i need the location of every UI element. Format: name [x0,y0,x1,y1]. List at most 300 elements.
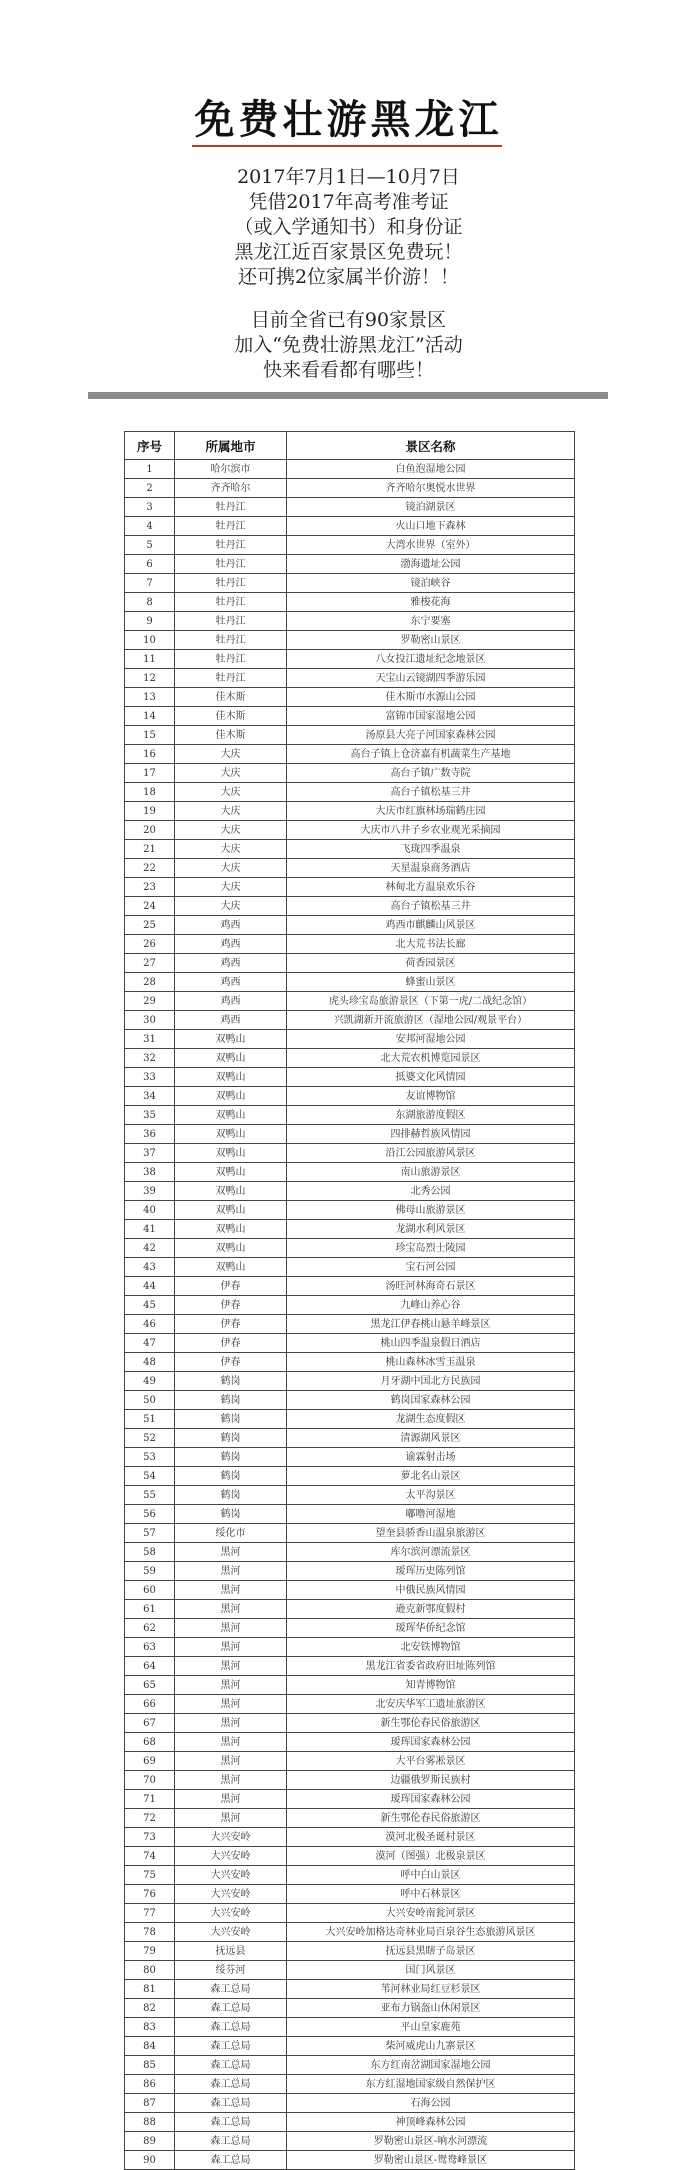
table-row [125,1106,575,1125]
cell-city: 双鸭山 [175,1163,287,1182]
cell-index: 30 [125,1011,175,1030]
table-row [125,1638,575,1657]
table-row [125,1524,575,1543]
cell-city: 牡丹江 [175,536,287,555]
cell-index: 60 [125,1581,175,1600]
cell-spot-name: 苇河林业局红豆杉景区 [287,1980,575,1999]
cell-spot-name: 佳木斯市水源山公园 [287,688,575,707]
table-row [125,1942,575,1961]
cell-index: 3 [125,498,175,517]
cell-index: 20 [125,821,175,840]
cell-city: 抚远县 [175,1942,287,1961]
cell-index: 6 [125,555,175,574]
cell-spot-name: 沿江公园旅游风景区 [287,1144,575,1163]
cell-city: 齐齐哈尔 [175,479,287,498]
cell-city: 双鸭山 [175,1182,287,1201]
cell-spot-name: 柴河威虎山九寨景区 [287,2037,575,2056]
cell-spot-name: 荷香园景区 [287,954,575,973]
cell-spot-name: 中俄民族风情园 [287,1581,575,1600]
cell-index: 22 [125,859,175,878]
cell-index: 32 [125,1049,175,1068]
cell-spot-name: 北安庆华军工遗址旅游区 [287,1695,575,1714]
cell-index: 39 [125,1182,175,1201]
intro-paragraph-count [0,308,697,383]
cell-city: 大兴安岭 [175,1866,287,1885]
cell-spot-name: 北秀公园 [287,1182,575,1201]
cell-spot-name: 北大荒书法长廊 [287,935,575,954]
cell-spot-name: 龙湖生态度假区 [287,1410,575,1429]
cell-spot-name: 东宁要塞 [287,612,575,631]
table-row [125,1695,575,1714]
cell-city: 黑河 [175,1714,287,1733]
table-row [125,1562,575,1581]
cell-city: 牡丹江 [175,631,287,650]
cell-spot-name: 大湾水世界（室外） [287,536,575,555]
cell-spot-name: 萝北名山景区 [287,1467,575,1486]
table-row [125,1334,575,1353]
table-row [125,1752,575,1771]
table-row [125,1448,575,1467]
cell-city: 黑河 [175,1619,287,1638]
cell-spot-name: 瑷珲历史陈列馆 [287,1562,575,1581]
cell-spot-name: 北安铁博物馆 [287,1638,575,1657]
cell-city: 佳木斯 [175,726,287,745]
table-row [125,916,575,935]
cell-spot-name: 库尔滨河漂流景区 [287,1543,575,1562]
cell-index: 80 [125,1961,175,1980]
table-row [125,2018,575,2037]
cell-spot-name: 镜泊湖景区 [287,498,575,517]
cell-spot-name: 蜂蜜山景区 [287,973,575,992]
cell-spot-name: 清源湖风景区 [287,1429,575,1448]
cell-index: 88 [125,2113,175,2132]
cell-index: 34 [125,1087,175,1106]
cell-index: 44 [125,1277,175,1296]
cell-city: 鹤岗 [175,1505,287,1524]
cell-city: 双鸭山 [175,1220,287,1239]
cell-city: 双鸭山 [175,1125,287,1144]
scenic-spot-table-wrapper [124,431,574,2170]
cell-spot-name: 汤原县大亮子河国家森林公园 [287,726,575,745]
table-row [125,1999,575,2018]
table-row [125,1277,575,1296]
cell-spot-name: 佛母山旅游景区 [287,1201,575,1220]
cell-spot-name: 抵婆文化风情园 [287,1068,575,1087]
cell-index: 36 [125,1125,175,1144]
cell-index: 35 [125,1106,175,1125]
cell-index: 64 [125,1657,175,1676]
intro-line: 加入“免费壮游黑龙江”活动 [234,334,463,356]
cell-spot-name: 汤旺河林海奇石景区 [287,1277,575,1296]
cell-spot-name: 飞珑四季温泉 [287,840,575,859]
cell-city: 伊春 [175,1296,287,1315]
cell-spot-name: 月牙湖中国北方民族园 [287,1372,575,1391]
cell-city: 大庆 [175,783,287,802]
cell-spot-name: 谕霖射击场 [287,1448,575,1467]
intro-line: （或入学通知书）和身份证 [234,216,463,238]
table-row [125,669,575,688]
cell-spot-name: 兴凯湖新开流旅游区（湿地公园/观景平台） [287,1011,575,1030]
cell-city: 牡丹江 [175,593,287,612]
cell-index: 65 [125,1676,175,1695]
table-row [125,688,575,707]
intro-text [0,165,697,383]
cell-index: 45 [125,1296,175,1315]
table-row [125,1011,575,1030]
title-underline [192,145,502,147]
cell-city: 伊春 [175,1353,287,1372]
cell-index: 82 [125,1999,175,2018]
cell-index: 71 [125,1790,175,1809]
table-row [125,1030,575,1049]
table-row [125,802,575,821]
cell-city: 大庆 [175,821,287,840]
cell-city: 双鸭山 [175,1030,287,1049]
table-row [125,954,575,973]
cell-index: 78 [125,1923,175,1942]
table-row [125,479,575,498]
cell-spot-name: 白鱼泡湿地公园 [287,460,575,479]
cell-index: 26 [125,935,175,954]
cell-city: 牡丹江 [175,650,287,669]
table-row [125,650,575,669]
cell-city: 双鸭山 [175,1201,287,1220]
cell-index: 19 [125,802,175,821]
cell-city: 牡丹江 [175,498,287,517]
paragraph-gap [0,290,697,308]
cell-city: 黑河 [175,1600,287,1619]
cell-city: 伊春 [175,1277,287,1296]
cell-city: 大庆 [175,840,287,859]
cell-city: 牡丹江 [175,612,287,631]
table-row [125,2056,575,2075]
cell-index: 76 [125,1885,175,1904]
header-spot-name: 景区名称 [287,432,575,460]
table-row [125,973,575,992]
table-row [125,1505,575,1524]
cell-index: 53 [125,1448,175,1467]
header-city: 所属地市 [175,432,287,460]
cell-city: 鸡西 [175,1011,287,1030]
table-row [125,1733,575,1752]
table-row [125,707,575,726]
cell-index: 81 [125,1980,175,1999]
cell-city: 森工总局 [175,2151,287,2170]
cell-spot-name: 安邦河湿地公园 [287,1030,575,1049]
table-row [125,1828,575,1847]
cell-spot-name: 抚远县黑瞎子岛景区 [287,1942,575,1961]
cell-index: 50 [125,1391,175,1410]
cell-index: 73 [125,1828,175,1847]
cell-index: 16 [125,745,175,764]
intro-line: 目前全省已有90家景区 [250,309,447,331]
table-row [125,631,575,650]
cell-city: 牡丹江 [175,555,287,574]
table-row [125,1049,575,1068]
cell-index: 74 [125,1847,175,1866]
cell-spot-name: 新生鄂伦春民俗旅游区 [287,1714,575,1733]
table-row [125,992,575,1011]
cell-spot-name: 高台子镇上仓济嘉有机蔬菜生产基地 [287,745,575,764]
cell-index: 5 [125,536,175,555]
cell-spot-name: 鹤岗国家森林公园 [287,1391,575,1410]
cell-spot-name: 新生鄂伦春民俗旅游区 [287,1809,575,1828]
cell-index: 7 [125,574,175,593]
intro-line: 黑龙江近百家景区免费玩！ [234,241,463,263]
cell-spot-name: 瑷珲华侨纪念馆 [287,1619,575,1638]
cell-index: 2 [125,479,175,498]
cell-city: 森工总局 [175,2037,287,2056]
cell-city: 双鸭山 [175,1049,287,1068]
table-row [125,1486,575,1505]
cell-city: 黑河 [175,1809,287,1828]
cell-index: 37 [125,1144,175,1163]
cell-city: 森工总局 [175,2113,287,2132]
cell-spot-name: 大庆市红旗林场瑞鹤庄园 [287,802,575,821]
table-row [125,1714,575,1733]
cell-spot-name: 镜泊峡谷 [287,574,575,593]
cell-spot-name: 罗勒密山景区 [287,631,575,650]
cell-city: 牡丹江 [175,517,287,536]
cell-index: 47 [125,1334,175,1353]
cell-index: 87 [125,2094,175,2113]
cell-city: 森工总局 [175,2094,287,2113]
cell-index: 48 [125,1353,175,1372]
cell-index: 25 [125,916,175,935]
table-row [125,2151,575,2170]
cell-spot-name: 友谊博物馆 [287,1087,575,1106]
cell-city: 双鸭山 [175,1087,287,1106]
cell-index: 15 [125,726,175,745]
cell-index: 28 [125,973,175,992]
cell-spot-name: 高台子镇松基三井 [287,783,575,802]
cell-city: 鹤岗 [175,1410,287,1429]
cell-spot-name: 罗勒密山景区-鸳鸯峰景区 [287,2151,575,2170]
cell-city: 大兴安岭 [175,1847,287,1866]
cell-index: 85 [125,2056,175,2075]
cell-city: 黑河 [175,1562,287,1581]
table-row [125,1429,575,1448]
cell-index: 68 [125,1733,175,1752]
cell-spot-name: 齐齐哈尔奥悦水世界 [287,479,575,498]
cell-city: 黑河 [175,1638,287,1657]
table-row [125,897,575,916]
cell-index: 66 [125,1695,175,1714]
cell-index: 83 [125,2018,175,2037]
cell-city: 鹤岗 [175,1429,287,1448]
table-header-row [125,432,575,460]
table-row [125,1600,575,1619]
cell-index: 4 [125,517,175,536]
cell-city: 森工总局 [175,2132,287,2151]
table-row [125,1144,575,1163]
cell-city: 鹤岗 [175,1486,287,1505]
table-row [125,1087,575,1106]
table-row [125,612,575,631]
intro-paragraph-dates [0,165,697,290]
intro-line: 凭借2017年高考准考证 [248,191,449,213]
cell-index: 75 [125,1866,175,1885]
cell-spot-name: 漠河（图强）北极泉景区 [287,1847,575,1866]
cell-index: 72 [125,1809,175,1828]
cell-city: 大庆 [175,764,287,783]
table-row [125,745,575,764]
cell-index: 29 [125,992,175,1011]
cell-city: 黑河 [175,1581,287,1600]
cell-spot-name: 黑龙江伊春桃山悬羊峰景区 [287,1315,575,1334]
cell-spot-name: 大平台雾凇景区 [287,1752,575,1771]
table-row [125,935,575,954]
cell-index: 40 [125,1201,175,1220]
cell-city: 黑河 [175,1733,287,1752]
cell-spot-name: 桃山四季温泉假日酒店 [287,1334,575,1353]
table-row [125,1315,575,1334]
cell-spot-name: 呼中石林景区 [287,1885,575,1904]
intro-line: 2017年7月1日—10月7日 [237,166,460,188]
cell-city: 鸡西 [175,973,287,992]
table-row [125,1182,575,1201]
cell-index: 1 [125,460,175,479]
cell-city: 鸡西 [175,992,287,1011]
table-body [125,460,575,2170]
cell-city: 黑河 [175,1657,287,1676]
cell-city: 森工总局 [175,2056,287,2075]
cell-city: 伊春 [175,1315,287,1334]
cell-spot-name: 高台子镇广数寺院 [287,764,575,783]
cell-spot-name: 火山口地下森林 [287,517,575,536]
cell-spot-name: 虎头珍宝岛旅游景区（下第一虎/二战纪念馆） [287,992,575,1011]
cell-index: 24 [125,897,175,916]
cell-city: 双鸭山 [175,1068,287,1087]
cell-city: 牡丹江 [175,574,287,593]
cell-index: 12 [125,669,175,688]
table-row [125,1904,575,1923]
scenic-spot-table [124,431,575,2170]
cell-city: 大庆 [175,802,287,821]
cell-spot-name: 大兴安岭南瓮河景区 [287,1904,575,1923]
cell-index: 90 [125,2151,175,2170]
cell-index: 18 [125,783,175,802]
cell-city: 鸡西 [175,954,287,973]
cell-city: 黑河 [175,1676,287,1695]
cell-spot-name: 渤海遗址公园 [287,555,575,574]
table-row [125,1391,575,1410]
cell-index: 69 [125,1752,175,1771]
cell-city: 森工总局 [175,2075,287,2094]
cell-index: 61 [125,1600,175,1619]
cell-index: 49 [125,1372,175,1391]
divider-band [88,392,608,399]
table-row [125,1885,575,1904]
table-row [125,1619,575,1638]
table-row [125,1125,575,1144]
cell-spot-name: 东方红湿地国家级自然保护区 [287,2075,575,2094]
cell-index: 23 [125,878,175,897]
table-row [125,1220,575,1239]
cell-index: 63 [125,1638,175,1657]
table-row [125,555,575,574]
cell-spot-name: 罗勒密山景区-响水河漂流 [287,2132,575,2151]
cell-index: 62 [125,1619,175,1638]
table-row [125,460,575,479]
cell-spot-name: 神顶峰森林公园 [287,2113,575,2132]
cell-city: 大兴安岭 [175,1923,287,1942]
intro-line: 快来看看都有哪些！ [262,359,434,381]
table-row [125,1239,575,1258]
cell-city: 森工总局 [175,1999,287,2018]
cell-index: 52 [125,1429,175,1448]
cell-index: 51 [125,1410,175,1429]
cell-city: 佳木斯 [175,688,287,707]
cell-spot-name: 亚布力锅盔山休闲景区 [287,1999,575,2018]
cell-index: 31 [125,1030,175,1049]
cell-index: 79 [125,1942,175,1961]
table-row [125,1790,575,1809]
cell-city: 黑河 [175,1790,287,1809]
cell-spot-name: 富锦市国家湿地公园 [287,707,575,726]
cell-city: 鹤岗 [175,1448,287,1467]
table-row [125,1467,575,1486]
cell-index: 56 [125,1505,175,1524]
cell-city: 森工总局 [175,2018,287,2037]
cell-city: 黑河 [175,1695,287,1714]
cell-city: 大庆 [175,897,287,916]
cell-spot-name: 龙湖水利风景区 [287,1220,575,1239]
table-row [125,1581,575,1600]
table-row [125,1410,575,1429]
cell-spot-name: 瑷珲国家森林公园 [287,1733,575,1752]
cell-spot-name: 九峰山养心谷 [287,1296,575,1315]
cell-city: 双鸭山 [175,1258,287,1277]
table-row [125,1657,575,1676]
cell-spot-name: 平山皇家鹿苑 [287,2018,575,2037]
cell-index: 11 [125,650,175,669]
cell-index: 17 [125,764,175,783]
cell-city: 绥芬河 [175,1961,287,1980]
table-row [125,1809,575,1828]
table-row [125,878,575,897]
cell-index: 21 [125,840,175,859]
cell-index: 84 [125,2037,175,2056]
table-row [125,1296,575,1315]
cell-city: 大庆 [175,859,287,878]
cell-index: 10 [125,631,175,650]
cell-spot-name: 黑龙江省委省政府旧址陈列馆 [287,1657,575,1676]
cell-spot-name: 雅梭花海 [287,593,575,612]
cell-spot-name: 大庆市八井子乡农业观光采摘园 [287,821,575,840]
cell-spot-name: 宝石河公园 [287,1258,575,1277]
cell-index: 58 [125,1543,175,1562]
cell-spot-name: 呼中白山景区 [287,1866,575,1885]
table-row [125,1163,575,1182]
cell-city: 大庆 [175,745,287,764]
cell-index: 77 [125,1904,175,1923]
cell-spot-name: 太平沟景区 [287,1486,575,1505]
table-row [125,2075,575,2094]
cell-spot-name: 漠河北极圣诞村景区 [287,1828,575,1847]
table-row [125,517,575,536]
cell-city: 鸡西 [175,916,287,935]
table-row [125,1258,575,1277]
cell-index: 43 [125,1258,175,1277]
cell-spot-name: 林甸北方温泉欢乐谷 [287,878,575,897]
table-row [125,593,575,612]
cell-spot-name: 知青博物馆 [287,1676,575,1695]
cell-spot-name: 东湖旅游度假区 [287,1106,575,1125]
cell-city: 黑河 [175,1543,287,1562]
cell-spot-name: 国门风景区 [287,1961,575,1980]
cell-spot-name: 天宝山云镜湖四季游乐园 [287,669,575,688]
